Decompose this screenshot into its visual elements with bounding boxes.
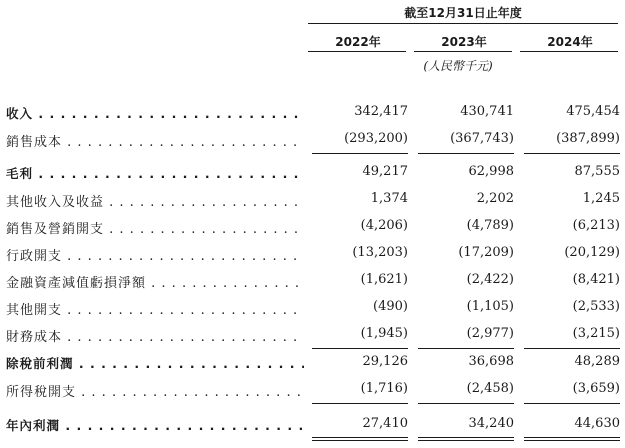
total-double-line-2024	[524, 440, 620, 441]
table-row-selling-expenses	[0, 216, 625, 238]
value-2024: (387,899)	[556, 131, 620, 146]
total-double-line-2023	[418, 440, 514, 441]
value-2024: (6,213)	[572, 218, 620, 233]
row-label: 行政開支 . . .	[6, 245, 304, 263]
unit-note: (人民幣千元)	[423, 59, 493, 73]
value-2023: (2,458)	[466, 381, 514, 396]
value-2024: (3,215)	[572, 326, 620, 341]
value-2022: (1,945)	[360, 326, 408, 341]
subtotal-line-2023	[418, 348, 514, 349]
total-double-line-2023	[418, 437, 514, 438]
subtotal-line-2023	[418, 153, 514, 154]
subtotal-line-2022	[312, 403, 408, 404]
value-2022: 27,410	[362, 416, 408, 431]
year-underline-2022	[308, 51, 406, 52]
table-row-finance-costs	[0, 324, 625, 346]
row-label: 年內利潤 . . .	[6, 416, 304, 434]
table-row-profit-for-year	[0, 414, 625, 436]
row-label: 收入 . . .	[6, 104, 304, 122]
value-2022: (1,621)	[360, 272, 408, 287]
value-2024: 48,289	[574, 354, 620, 369]
value-2022: (490)	[373, 299, 408, 314]
value-2024: 1,245	[582, 191, 620, 206]
row-label: 所得稅開支 . . .	[6, 381, 304, 399]
period-header: 截至12月31日止年度	[404, 6, 522, 20]
value-2023: 2,202	[476, 191, 514, 206]
value-2023: (4,789)	[466, 218, 514, 233]
total-double-line-2024	[524, 437, 620, 438]
row-label: 財務成本 . . .	[6, 326, 304, 344]
table-row-admin-expenses	[0, 243, 625, 265]
table-row-cost-of-sales	[0, 129, 625, 151]
total-double-line-2022	[312, 440, 408, 441]
value-2022: 49,217	[362, 164, 408, 179]
subtotal-line-2023	[418, 403, 514, 404]
table-row-other-income	[0, 189, 625, 211]
value-2022: 1,374	[370, 191, 408, 206]
subtotal-line-2024	[524, 403, 620, 404]
year-header-2023: 2023年	[441, 35, 487, 49]
value-2024: (8,421)	[572, 272, 620, 287]
row-label: 毛利 . . .	[6, 164, 304, 182]
subtotal-line-2022	[312, 348, 408, 349]
value-2023: (2,422)	[466, 272, 514, 287]
value-2024: (2,533)	[572, 299, 620, 314]
row-label: 除稅前利潤 . . .	[6, 354, 304, 372]
year-underline-2023	[414, 51, 512, 52]
value-2024: (3,659)	[572, 381, 620, 396]
year-header-2024: 2024年	[547, 35, 593, 49]
value-2023: (1,105)	[466, 299, 514, 314]
value-2023: (17,209)	[458, 245, 514, 260]
table-row-impairment-losses	[0, 270, 625, 292]
subtotal-line-2024	[524, 153, 620, 154]
row-label: 金融資產減值虧損淨額 . . .	[6, 272, 304, 290]
value-2023: 430,741	[460, 104, 514, 119]
value-2023: (367,743)	[450, 131, 514, 146]
value-2023: 34,240	[468, 416, 514, 431]
value-2022: 342,417	[354, 104, 408, 119]
year-underline-2024	[520, 51, 618, 52]
table-row-gross-profit	[0, 162, 625, 184]
table-row-profit-before-tax	[0, 352, 625, 374]
period-header-underline	[308, 23, 618, 24]
value-2023: (2,977)	[466, 326, 514, 341]
value-2023: 62,998	[468, 164, 514, 179]
value-2024: 87,555	[574, 164, 620, 179]
year-header-2022: 2022年	[335, 35, 381, 49]
value-2024: (20,129)	[564, 245, 620, 260]
value-2022: 29,126	[362, 354, 408, 369]
value-2022: (13,203)	[352, 245, 408, 260]
value-2024: 44,630	[574, 416, 620, 431]
value-2024: 475,454	[566, 104, 620, 119]
value-2022: (4,206)	[360, 218, 408, 233]
value-2023: 36,698	[468, 354, 514, 369]
total-double-line-2022	[312, 437, 408, 438]
table-row-income-tax	[0, 379, 625, 401]
row-label: 銷售成本 . . .	[6, 131, 304, 149]
value-2022: (293,200)	[344, 131, 408, 146]
value-2022: (1,716)	[360, 381, 408, 396]
table-row-revenue	[0, 102, 625, 124]
row-label: 其他收入及收益 . . .	[6, 191, 304, 209]
subtotal-line-2022	[312, 153, 408, 154]
subtotal-line-2024	[524, 348, 620, 349]
table-row-other-expenses	[0, 297, 625, 319]
row-label: 銷售及營銷開支 . . .	[6, 218, 304, 236]
row-label: 其他開支 . . .	[6, 299, 304, 317]
